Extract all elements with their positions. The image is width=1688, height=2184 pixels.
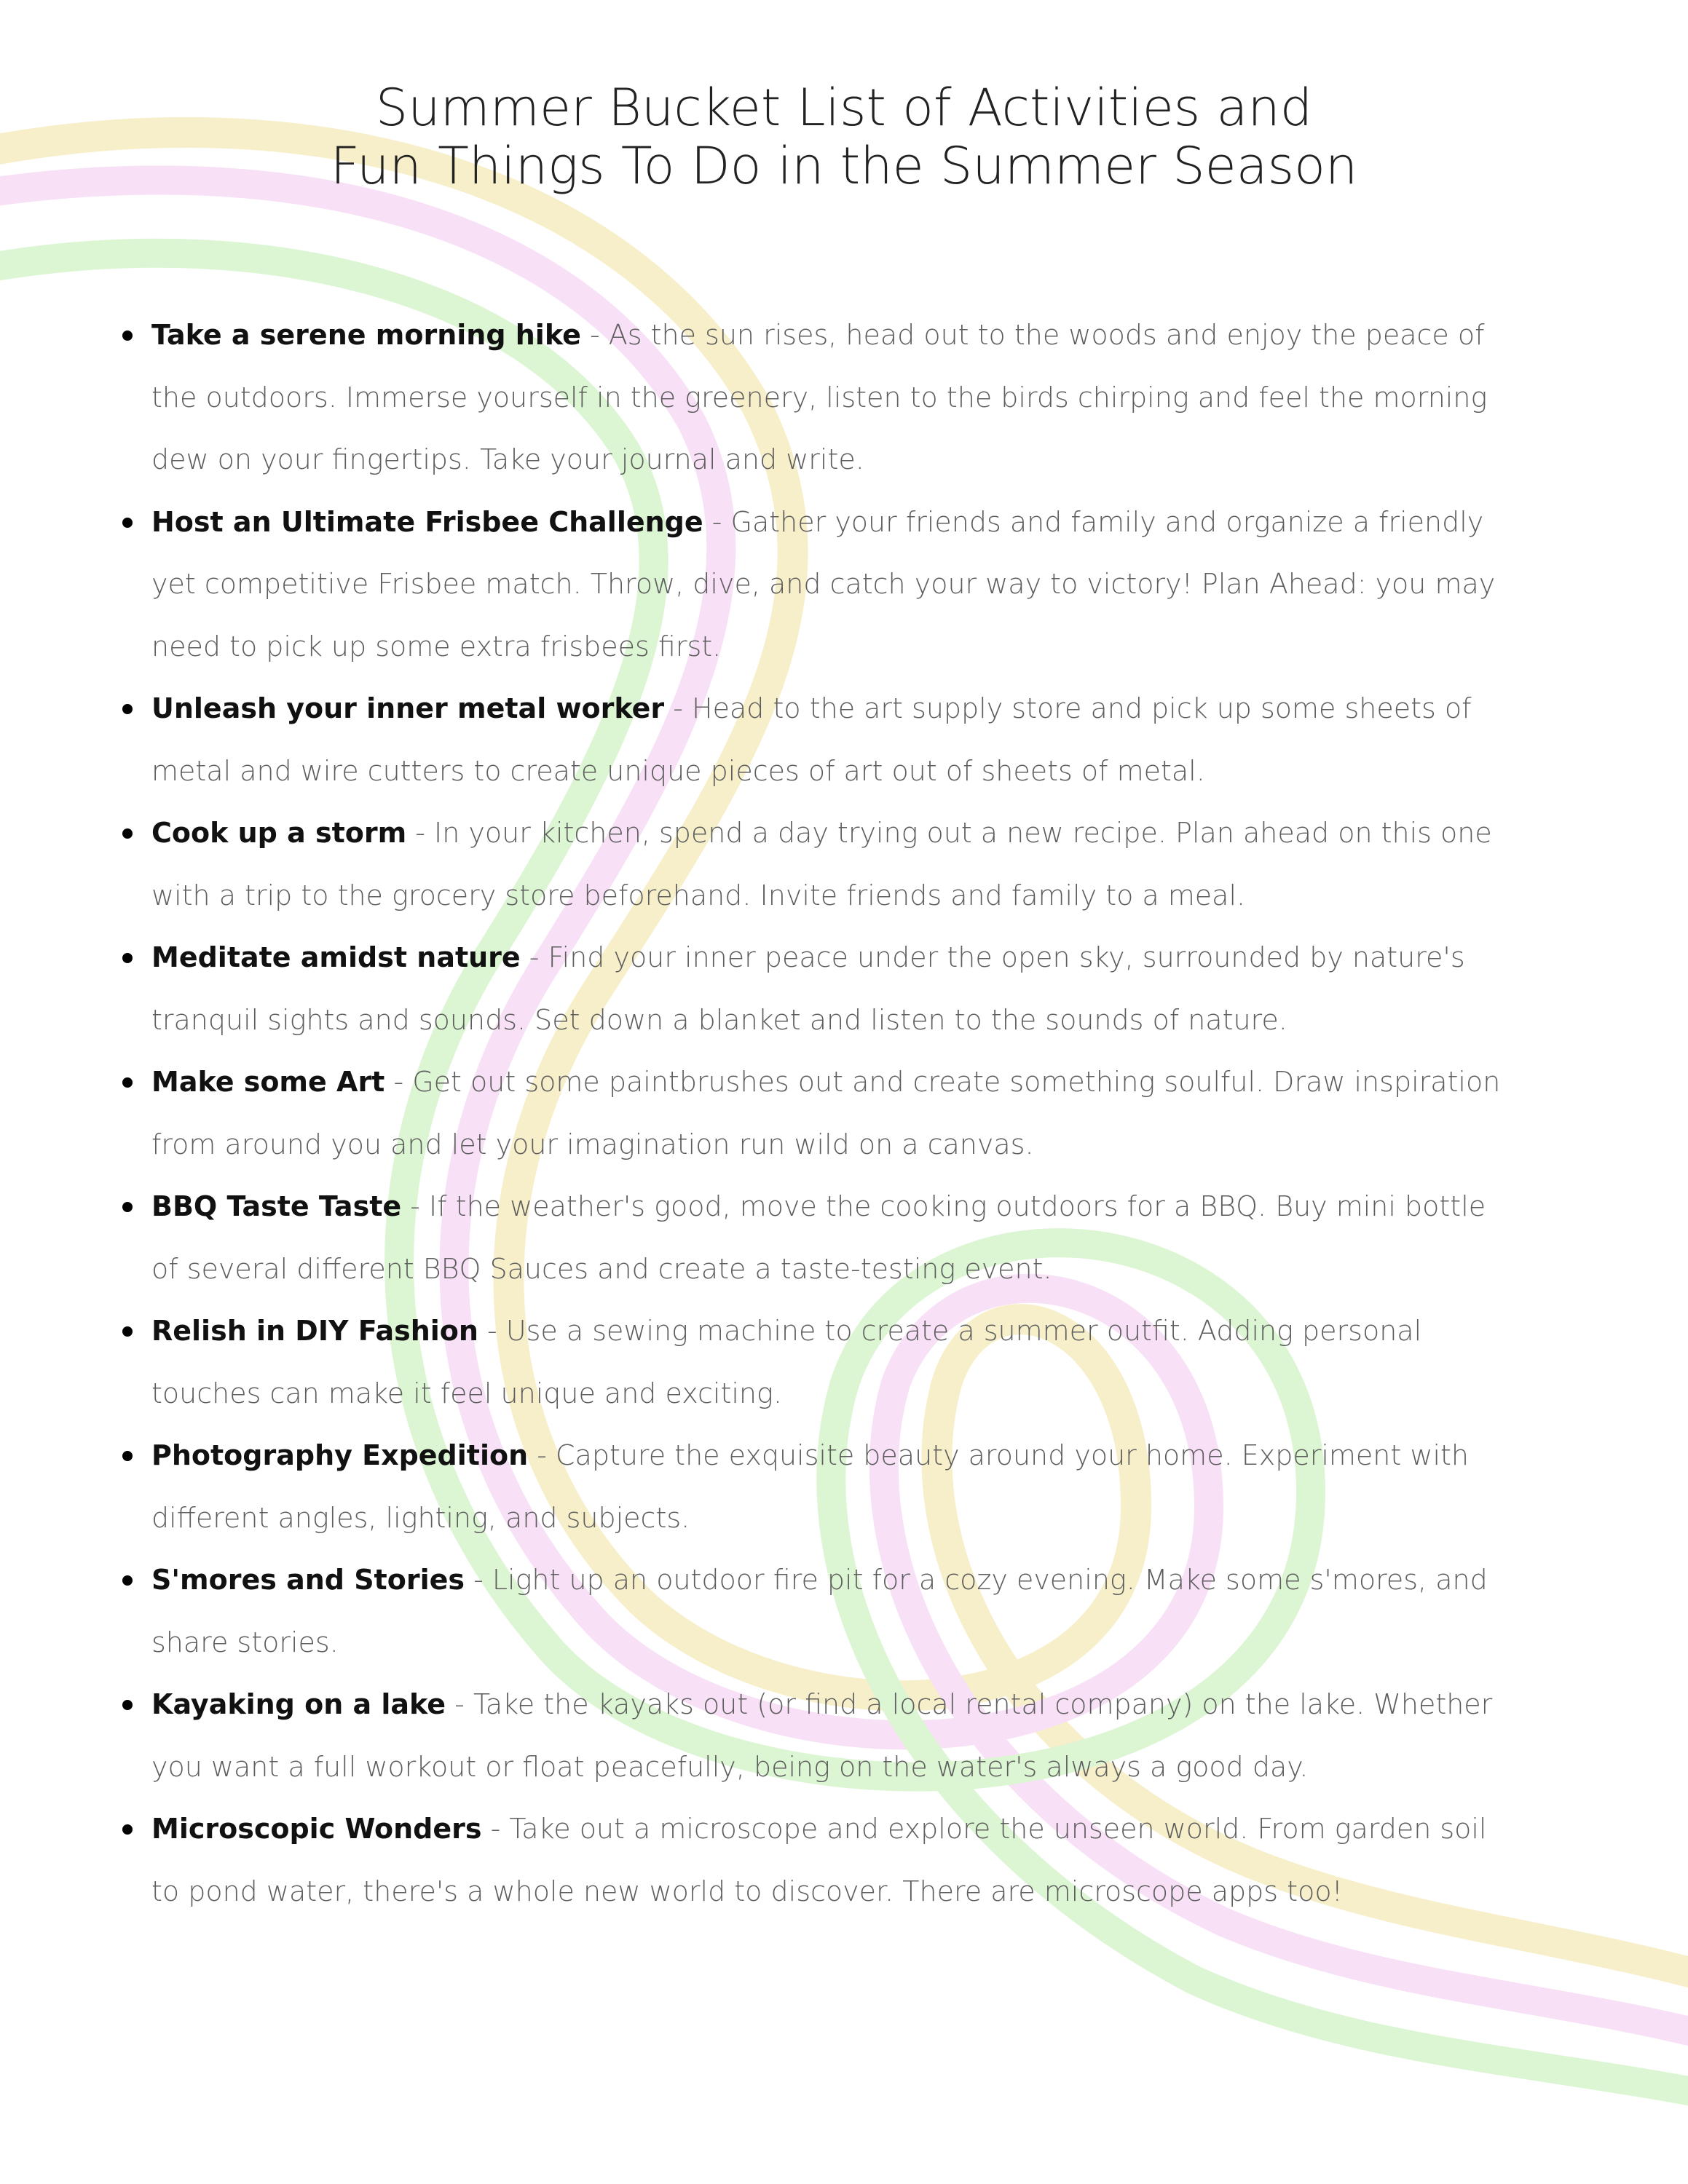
bullet-icon [122, 1575, 133, 1586]
bullet-icon [122, 518, 133, 528]
bullet-icon [122, 331, 133, 341]
item-heading: Photography Expedition [151, 1439, 529, 1471]
page-title-line-2: Fun Things To Do in the Summer Season [330, 136, 1358, 196]
item-heading: Unleash your inner metal worker [151, 692, 665, 724]
list-item [151, 802, 1521, 927]
bullet-icon [122, 1326, 133, 1337]
item-description: - Use a sewing machine to create a summer outfit. Adding personal touches can make it feel unique and exciting. [151, 1315, 1422, 1409]
list-item [151, 1549, 1521, 1674]
list-item [151, 678, 1521, 802]
item-heading: Relish in DIY Fashion [151, 1315, 478, 1347]
item-description: - Get out some paintbrushes out and create something soulful. Draw inspiration from around you and let your imagination run wild on a canvas. [151, 1066, 1501, 1160]
list-item [151, 927, 1521, 1051]
item-description: - Find your inner peace under the open sky, surrounded by nature's tranquil sights and sounds. Set down a blanket and listen to the sounds of nature. [151, 941, 1465, 1036]
item-description: - Take out a microscope and explore the unseen world. From garden soil to pond water, there's a whole new world to discover. There are microscope apps too! [151, 1813, 1487, 1907]
item-heading: Host an Ultimate Frisbee Challenge [151, 505, 703, 538]
item-heading: BBQ Taste Taste [151, 1190, 402, 1222]
list-item [151, 491, 1521, 678]
bullet-icon [122, 1700, 133, 1710]
item-description: - Head to the art supply store and pick up some sheets of metal and wire cutters to create unique pieces of art out of sheets of metal. [151, 692, 1472, 787]
bullet-icon [122, 1824, 133, 1835]
item-heading: Meditate amidst nature [151, 941, 521, 973]
item-description: - If the weather's good, move the cooking outdoors for a BBQ. Buy mini bottle of several different BBQ Sauces and create a taste-testing event. [151, 1190, 1486, 1285]
list-item [151, 1176, 1521, 1300]
list-item [151, 304, 1521, 491]
list-item [151, 1674, 1521, 1798]
item-description: - Gather your friends and family and organize a friendly yet competitive Frisbee match. Throw, dive, and catch your way to victory! Plan Ahead: you may need to pick up some extra frisbees first. [151, 505, 1496, 662]
list-item [151, 1798, 1521, 1923]
bullet-icon [122, 1077, 133, 1088]
item-heading: Microscopic Wonders [151, 1813, 482, 1845]
item-heading: S'mores and Stories [151, 1564, 465, 1596]
bullet-icon [122, 828, 133, 839]
list-item [151, 1300, 1521, 1425]
item-description: - Capture the exquisite beauty around your home. Experiment with different angles, lighting, and subjects. [151, 1439, 1469, 1534]
bullet-icon [122, 953, 133, 963]
bullet-icon [122, 1451, 133, 1461]
activity-list [151, 304, 1521, 1923]
item-description: - As the sun rises, head out to the woods and enjoy the peace of the outdoors. Immerse yourself in the greenery, listen to the birds chirping and feel the morning dew on your fingertips. Take your journal and write. [151, 319, 1488, 475]
page-title [0, 79, 1688, 195]
bullet-icon [122, 704, 133, 714]
page-title-line-1: Summer Bucket List of Activities and [375, 78, 1313, 138]
list-item [151, 1425, 1521, 1549]
item-heading: Make some Art [151, 1066, 385, 1098]
item-description: - Light up an outdoor fire pit for a cozy evening. Make some s'mores, and share stories. [151, 1564, 1488, 1658]
bullet-icon [122, 1202, 133, 1212]
item-heading: Kayaking on a lake [151, 1688, 446, 1720]
item-heading: Cook up a storm [151, 817, 407, 849]
list-item [151, 1051, 1521, 1176]
item-description: - In your kitchen, spend a day trying out a new recipe. Plan ahead on this one with a trip to the grocery store beforehand. Invite friends and family to a meal. [151, 817, 1492, 911]
item-description: - Take the kayaks out (or find a local rental company) on the lake. Whether you want a full workout or float peacefully, being on the water's always a good day. [151, 1688, 1493, 1783]
item-heading: Take a serene morning hike [151, 319, 581, 351]
